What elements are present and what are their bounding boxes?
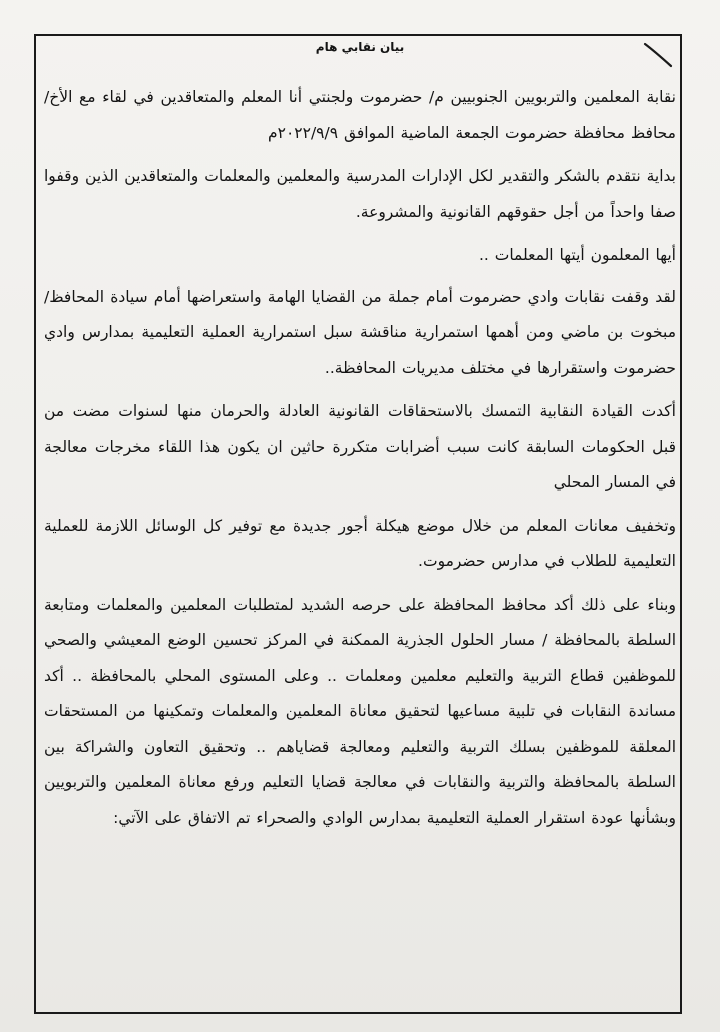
document-body [44,80,676,844]
paragraph-relief: وتخفيف معانات المعلم من خلال موضع هيكلة أجور جديدة مع توفير كل الوسائل اللازمة للعملية التعليمية للطلاب في مدارس حضرموت. [44,516,676,570]
paragraph-issues: لقد وقفت نقابات وادي حضرموت أمام جملة من القضايا الهامة واستعراضها أمام سيادة المحافظ/ مبخوت بن ماضي ومن أهمها استمرارية مناقشة سبل استمرارية العملية التعليمية بمدارس وادي حضرموت واستقرارها في مختلف مديريات المحافظة.. [44,287,676,377]
paragraph-intro: نقابة المعلمين والتربويين الجنوبيين م/ حضرموت ولجنتي أنا المعلم والمتعاقدين في لقاء مع الأخ/ محافظ محافظة حضرموت الجمعة الماضية الموافق ٢٠٢٢/٩/٩م [44,88,676,142]
paragraph-governor: وبناء على ذلك أكد محافظ المحافظة على حرصه الشديد لمتطلبات المعلمين والمعلمات ومتابعة السلطة بالمحافظة / مسار الحلول الجذرية الممكنة في المركز تحسين الوضع المعيشي والصحي للموظفين قطاع التربية والتعليم معلمين ومعلمات .. وعلى المستوى المحلي بالمحافظة .. أكد مساندة النقابات في تلبية مساعيها لتحقيق معاناة المعلمين والمعلمات وتمكينها من المستحقات المعلقة للموظفين بسلك التربية والتعليم ومعالجة قضاياهم .. وتحقيق التعاون والشراكة بين السلطة بالمحافظة والتربية والنقابات في معالجة قضايا التعليم ورفع معاناة المعلمين والتربويين وبشأنها عودة استقرار العملية التعليمية بمدارس الوادي والصحراء تم الاتفاق على الآتي: [44,595,676,827]
paragraph-leadership: أكدت القيادة النقابية التمسك بالاستحقاقات القانونية العادلة والحرمان منها لسنوات مضت من قبل الحكومات السابقة كانت سبب أضرابات متكررة حاثين ان يكون هذا اللقاء مخرجات معالجة في المسار المحلي [44,402,676,491]
paragraph-thanks: بداية نتقدم بالشكر والتقدير لكل الإدارات المدرسية والمعلمين والمعلمات والمتعاقدين الذين وقفوا صفا واحداً من أجل حقوقهم القانونية والمشروعة. [44,167,676,221]
document-title: بيان نقابي هام [315,40,405,54]
paragraph-address: أيها المعلمون أيتها المعلمات .. [478,246,676,264]
